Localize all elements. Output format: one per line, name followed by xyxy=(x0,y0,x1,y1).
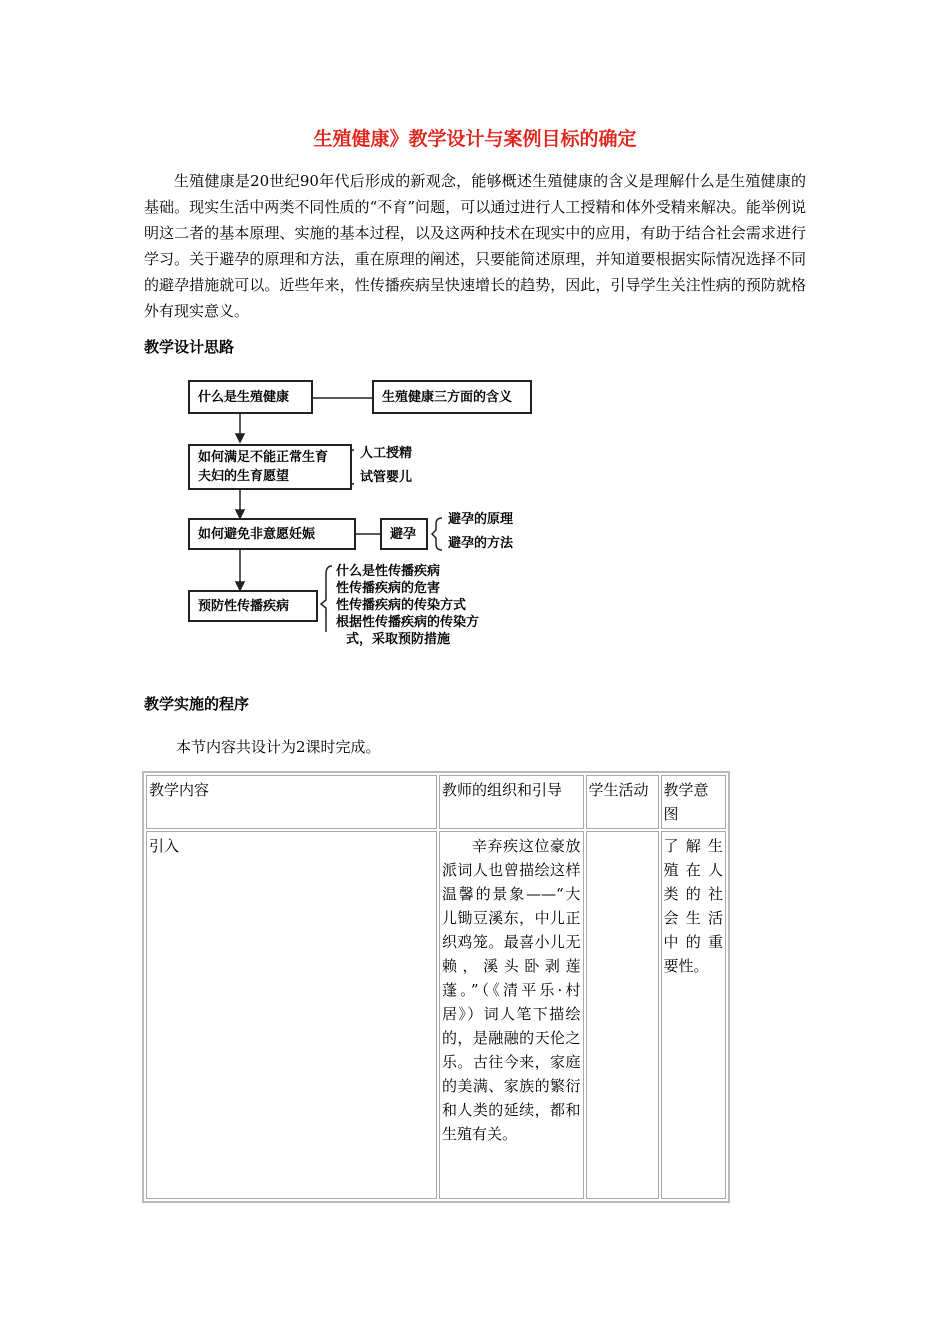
lesson-table xyxy=(142,771,730,1203)
flow-box-infertility-line1: 如何满足不能正常生育 xyxy=(198,450,329,465)
flow-item-method: 避孕的方法 xyxy=(448,536,514,551)
flow-box-std-prevention: 预防性传播疾病 xyxy=(188,590,318,622)
cell-student xyxy=(586,831,659,1199)
table-header-row xyxy=(146,775,726,829)
header-intent: 教学意图 xyxy=(661,775,726,829)
flow-item-std-measure: 根据性传播疾病的传染方 xyxy=(336,615,480,630)
flow-box-contraception: 避孕 xyxy=(380,518,428,550)
flow-box-three-meanings: 生殖健康三方面的含义 xyxy=(372,380,532,414)
intro-paragraph: 生殖健康是20世纪90年代后形成的新观念，能够概述生殖健康的含义是理解什么是生殖健康的基础。现实生活中两类不同性质的“不育”问题，可以通过进行人工授精和体外受精来解决。能举例说明这二者的基本原理、实施的基本过程，以及这两种技术在现实中的应用，有助于结合社会需求进行学习。关于避孕的原理和方法，重在原理的阐述，只要能简述原理，并知道要根据实际情况选择不同的避孕措施就可以。近些年来，性传播疾病呈快速增长的趋势，因此，引导学生关注性病的预防就格外有现实意义。 xyxy=(144,172,806,320)
flow-box-infertility-line2: 夫妇的生育愿望 xyxy=(198,469,290,484)
flow-item-ai: 人工授精 xyxy=(360,446,413,461)
flow-box-what-is-health: 什么是生殖健康 xyxy=(188,380,313,414)
flow-item-std-route: 性传播疾病的传染方式 xyxy=(336,598,467,613)
flow-item-principle: 避孕的原理 xyxy=(448,512,514,527)
section-heading-design: 教学设计思路 xyxy=(144,338,235,356)
flowchart xyxy=(180,372,540,647)
cell-teacher: 辛弃疾这位豪放派词人也曾描绘这样温馨的景象——“大儿锄豆溪东，中儿正织鸡笼。最喜小儿无赖，溪头卧剥莲蓬。”（《清平乐·村居》）词人笔下描绘的，是融融的天伦之乐。古往今来，家庭的美满、家族的繁衍和人类的延续，都和生殖有关。 xyxy=(439,831,584,1199)
lesson-note: 本节内容共设计为2课时完成。 xyxy=(176,738,381,756)
flow-item-ivf: 试管婴儿 xyxy=(360,470,413,485)
flow-item-std-measure-2: 式，采取预防措施 xyxy=(346,632,451,647)
flow-box-infertility xyxy=(188,444,352,490)
flow-box-avoid-pregnancy: 如何避免非意愿妊娠 xyxy=(188,518,356,550)
cell-content: 引入 xyxy=(146,831,437,1199)
table-row xyxy=(146,831,726,1199)
header-teacher: 教师的组织和引导 xyxy=(439,775,584,829)
flow-item-std-what: 什么是性传播疾病 xyxy=(336,564,441,579)
cell-intent: 了解生殖在人类的社会生活中的重要性。 xyxy=(661,831,726,1199)
section-heading-procedure: 教学实施的程序 xyxy=(144,695,250,713)
header-student: 学生活动 xyxy=(586,775,659,829)
header-content: 教学内容 xyxy=(146,775,437,829)
flow-item-std-harm: 性传播疾病的危害 xyxy=(336,581,441,596)
page-title: 生殖健康》教学设计与案例目标的确定 xyxy=(313,128,637,150)
